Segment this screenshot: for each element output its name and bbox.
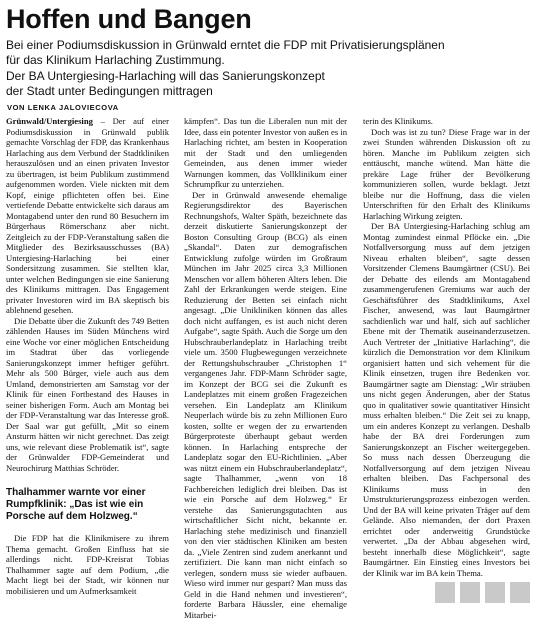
page-thumbnail[interactable] [485, 582, 505, 603]
article-headline: Hoffen und Bangen [6, 2, 252, 36]
article-subheading: Thalhammer warnte vor einer Rumpfklinik: „Das ist wie ein Porsche auf dem Holzweg.“ [6, 487, 169, 523]
paragraph-text: – Der auf einer Podiumsdiskussion in Grünwald publik gemachte Vorschlag der FDP, das Krankenhaus Harlaching aus dem Verbund der Stadtkliniken herauszulösen und an einen privaten Investor zu übertragen, ist beim Publikum zustimmend aufgenommen worden. Viele nickten mit dem Kopf, einige pflichteten offen bei. Eine vertiefende Debatte entwickelte sich daraus am Montagabend unter den rund 80 Besuchern im Bürgerhaus Römerschanz aber nicht. Zeitgleich zu der FDP-Veranstaltung saßen die Mitglieder des Bezirksausschusses (BA) Untergiesing-Harlaching bei einer Sondersitzung zusammen. Sie stellten klar, unter welchen Bedingungen sie eine Sanierung des Klinikums mittragen. Das Engagement privater Investoren wird im BA skeptisch bis ablehnend gesehen. [6, 116, 169, 315]
article-subheadline-line-3: Der BA Untergiesing-Harlaching will das Sanierungskonzept [6, 69, 530, 84]
paragraph [6, 116, 169, 316]
article-column-1 [6, 116, 169, 605]
article-column-2 [184, 116, 347, 605]
paragraph: terin des Klinikums. [363, 116, 530, 127]
article-subheadline-line-4: der Stadt unter Bedingungen mittragen [6, 84, 530, 99]
paragraph: Die Debatte über die Zukunft des 749 Betten zählenden Hauses im Süden Münchens wird eine Woche vor einer möglichen Entscheidung im Stadtrat über das vorliegende Sanierungskonzept immer heftiger geführt. Mehr als 500 Bürger, viele auch aus dem Umland, demonstrierten am Samstag vor der Klinik für einen Fortbestand des Hauses in seiner bisherigen Form. Auch am Montag bei der FDP-Veranstaltung war das Interesse groß. Der Saal war gut gefüllt, „Mit so einem Ansturm hätten wir nicht gerechnet. Das zeigt uns, wie relevant diese Problematik ist“, sagte der Grünwalder FDP-Gemeinderat und Neurochirurg Matthias Schröder. [6, 316, 169, 474]
paragraph: Die FDP hat die Klinikmisere zu ihrem Thema gemacht. Großen Einfluss hat sie allerdings nicht. FDP-Kreisrat Tobias Thalhammer sagte auf dem Podium, „die Macht liegt bei der Stadt, wir können nur mobilisieren und um Aufmerksamkeit [6, 533, 169, 596]
article-subheadline-line-1: Bei einer Podiumsdiskussion in Grünwald erntet die FDP mit Privatisierungsplänen [6, 38, 530, 53]
paragraph: Der in Grünwald anwesende ehemalige Regierungsdirektor des Bayerischen Rechnungshofs, Walter Späth, bezeichnete das derzeit diskutierte Sanierungskonzept der Boston Consulting Group (BCG) als einen „Skandal“. Daten zur demografischen Entwicklung zufolge würden im Großraum München im Jahr 2025 circa 3,3 Millionen Menschen vor allem höheren Alters leben. Die Zahl der Erkrankungen werde steigen. Eine Reduzierung der Betten sei einfach nicht angesagt. „Die Unikliniken können das alles doch nicht auffangen, es ist auch nicht deren Aufgabe“, sagte Späth. Auch die Sorge um den Hubschrauberlandeplatz in Harlaching treibt viele um. 3500 Flugbewegungen verzeichnete der Rettungshubschrauber „Christophen 1“ vergangenes Jahr. FDP-Mann Schröder sagte, im Konzept der BCG sei die Zukunft es Landeplatzes mit einem großen Fragezeichen versehen. Ein Landeplatz am Klinikum Neuperlach würde bis zu zehn Millionen Euro kosten, sollte er wegen der zu erwartenden Bürgerproteste überhaupt gebaut werden können. In Harlaching entspreche der Landeplatz sogar den EU-Richtlinien. „Aber was nützt einem ein Hubschrauberlandeplatz“, sagte Thalhammer, „wenn von 18 Fachbereichen lediglich drei bleiben. Das ist wie ein Porsche auf dem Holzweg.“ Er verstehe das Sanierungsgutachten aus wirtschaftlicher Sicht nicht, bekannte er. Harlaching stehe medizinisch und finanziell von den vier städtischen Kliniken am besten da. „Viele Zentren sind zudem anerkannt und zertifiziert. Die kann man nicht einfach so verlegen, sondern muss sie wieder aufbauen. Wieso wird immer nur gespart? Man muss das Geld in die Hand nehmen und investieren“, forderte Barbara Häussler, eine ehemalige Mitarbei- [184, 190, 347, 620]
paragraph: kämpfen“. Das tun die Liberalen nun mit der Idee, dass ein potenter Investor von außen es in Harlaching richtet, am besten in Kooperation mit der Stadt und den umliegenden Gemeinden, aus denen immer wieder Warnungen kommen, das Vollklinikum einer Schrumpfkur zu unterziehen. [184, 116, 347, 190]
page-thumbnail[interactable] [460, 582, 480, 603]
article-column-3 [363, 116, 530, 605]
page-thumbnail[interactable] [435, 582, 455, 603]
author-byline: VON LENKA JALOVIECOVA [7, 103, 119, 112]
paragraph: Doch was ist zu tun? Diese Frage war in der zwei Stunden währenden Diskussion oft zu hören. Manche im Publikum zeigten sich enttäuscht, manche wütend. Man hätte die prekäre Lage früher der Bevölkerung kommunizieren sollen, wurde beklagt. Jetzt bleibe nur die Hoffnung, dass die vielen Unterschriften für den Erhalt des Klinikums Harlaching Wirkung zeigten. [363, 127, 530, 222]
article-subheadline-line-2: für das Klinikum Harlaching Zustimmung. [6, 53, 530, 68]
page-thumbnail[interactable] [510, 582, 530, 603]
dateline: Grünwald/Untergiesing [6, 116, 93, 126]
paragraph: Der BA Untergiesing-Harlaching schlug am Montag zumindest einmal Pflöcke ein. „Die Notfallversorgung muss auf dem jetzigen Niveau erhalten bleiben“, sagte dessen Vorsitzender Clemens Baumgärtner (CSU). Bei der Debatte des eilends am Montagabend zusammengerufenen Gremiums war auch der Geschäftsführer des Stadtklinikums, Axel Fischer, anwesend, was laut Baumgärtner sachdienlich war und half, sich auf sachlicher Ebene mit der Thematik auseinanderzusetzen. Auch Vertreter der „Initiative Harlaching“, die kürzlich die Demonstration vor dem Klinikum organisiert hatten und sich vehement für die Klinik einsetzen, trugen ihre Bedenken vor. Baumgärtner sagte am Dienstag: „Wir sträuben uns nicht gegen Änderungen, aber der Status quo in qualitativer sowie quantitativer Hinsicht muss erhalten bleiben.“ Die Zeit sei zu knapp, um ein anderes Konzept zu verlangen. Deshalb habe der BA drei Forderungen zum Sanierungskonzept an Fischer weitergegeben. So muss nach dessen Überzeugung die Notfallversorgung auf dem jetzigen Niveau erhalten bleiben. Das Fachpersonal des Klinikums muss in den Umstrukturierungsprozess einbezogen werden. Und der BA will keine privaten Träger auf dem Gelände. Also niemanden, der dort Praxen errichtet oder anderweitig Grundstücke verwertet. „Da der Abbau abgesehen wird, besteht innerhalb diese Möglichkeit“, sagte Baumgärtner. Ein Einstieg eines Investors bei der Klinik war im BA kein Thema. [363, 221, 530, 578]
